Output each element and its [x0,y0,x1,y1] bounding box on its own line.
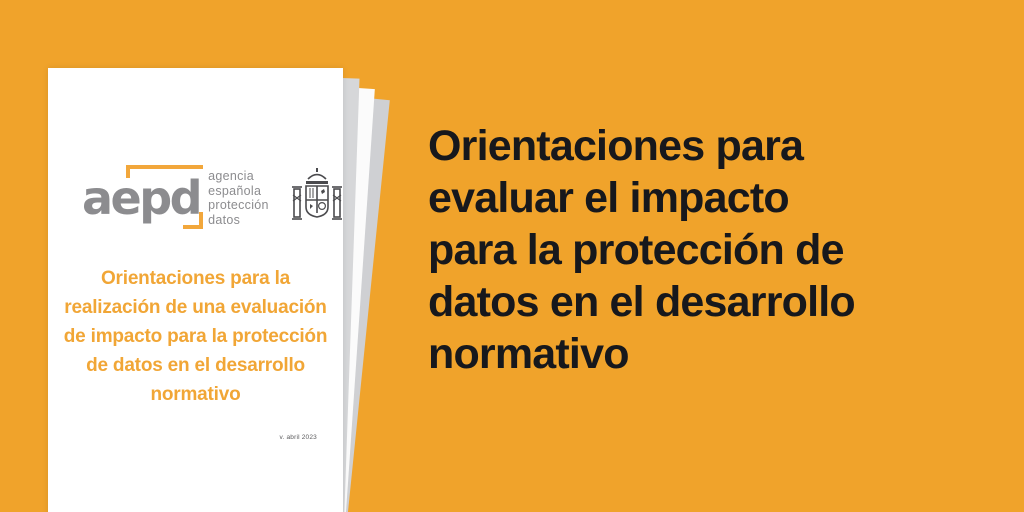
logo-bracket-top [126,165,203,178]
aepd-tagline [208,169,269,227]
version-note: v. abril 2023 [279,434,317,441]
banner-headline [428,120,988,380]
tagline-line: protección [208,198,269,212]
tagline-line: española [208,183,262,198]
cover-title [60,264,331,409]
tagline-line: datos [208,212,241,227]
logo-bracket-bottom [183,212,203,229]
headline-line: evaluar el impacto [428,174,789,222]
cover-title-line: evaluación de impacto para [63,297,327,347]
cover-title-line: Orientaciones para la [100,268,291,289]
document-cover [48,68,343,512]
headline-line: datos en el desarrollo [428,278,855,326]
headline-line: normativo [428,330,629,378]
cover-title-line: realización de una [64,297,226,318]
aepd-wordmark-text: aepd [82,171,201,225]
document-page-stack [48,68,343,512]
cover-title-line: desarrollo normativo [150,355,305,405]
cover-title-line: la protección de datos en el [86,326,328,376]
spain-coat-of-arms-icon [291,167,343,229]
headline-line: para la protección de [428,226,844,274]
aepd-logo [82,158,342,238]
tagline-line: agencia [208,169,254,183]
aepd-wordmark [82,165,200,231]
headline-line: Orientaciones para [428,122,804,170]
